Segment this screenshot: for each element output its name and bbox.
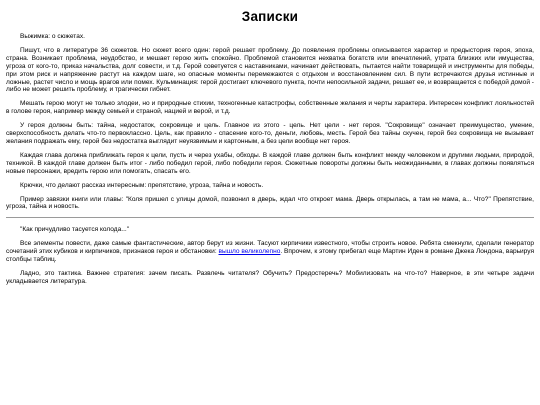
subtitle-paragraph: Выжимка: о сюжетах. [20, 33, 85, 40]
paragraph-strategy: Ладно, это тактика. Важнее стратегия: зачем писать. Развлечь читателя? Обучить? Предостеречь? Мобилизовать на что-то? Наверное, в эти четыре задачи укладывается литература. [6, 269, 534, 285]
paragraph-elements [6, 240, 534, 264]
paragraph-hero-traits: У героя должны быть: тайна, недостаток, сокровище и цель. Главное из этого - цель. Нет цели - нет героя. "Сокровище" означает преимущество, умение, сверхспособность делать что-то первоклассно. Цель, как правило - спасение кого-то, деньги, любовь, месть. Герой без тайны скучен, герой без сокровища не вызывает желания подражать ему, герой без недостатка выглядит неуязвимым и картонным, а без цели вообще нет героя. [6, 122, 534, 145]
page-title: Записки [241, 9, 299, 24]
paragraph-elements-text-after: . Впрочем, к этому прибегал еще Мартин Иден в романе Джека Лондона, варьируя столбцы таблиц. [6, 248, 534, 264]
paragraph-obstacles: Мешать герою могут не только злодеи, но и природные стихии, техногенные катастрофы, собственные желания и черты характера. Интересен конфликт лояльностей в голове героя, например между семьей и страной, нацией и верой, и т.д. [6, 100, 534, 116]
quote-paragraph: "Как причудливо тасуется колода..." [20, 226, 130, 234]
generator-link[interactable]: вышло великолепно [218, 248, 281, 256]
section-divider [6, 217, 534, 218]
paragraph-plot: Пишут, что в литературе 36 сюжетов. Но сюжет всего один: герой решает проблему. До появления проблемы описывается характер и предыстория героя, эпоха, страна. Возникает проблема, неудобство, и мешает герою жить спокойно. Проблемой становится нехватка богатств или впечатлений, утрата близких или имущества, угроза от кого-то, приказ начальства, долг совести, и т.д. Герой советуется с наставниками, начинает действовать, пытается найти товарищей и инструменты для победы, при этом риск и напряжение растут на каждом шаге, но опасные моменты перемежаются с отдыхом и восстановлением сил. В пути встречаются друзья истинные и ложные, растет число и мощь врагов или помех. Кульминация: герой достигает ключевого пункта, почти непосильной задачи, решает ее, и возвращается с победой домой - либо не может решить проблему, и трагически гибнет. [6, 46, 534, 94]
paragraph-elements-text-before: Все элементы повести, даже самые фантастические, автор берут из жизни. Тасуют кирпичики известного, чтобы строить новое. Ребята смекнули, сделали генератор сочетаний этих кубиков и кирпичиков, признаков героя и обстановки: [6, 240, 534, 256]
paragraph-example: Пример завязки книги или главы: "Коля пришел с улицы домой, позвонил в дверь, ждал что откроет мама. Дверь открылась, а там не мама, а... Что?" Препятствие, угроза, тайна и новость. [6, 195, 534, 211]
paragraph-hooks: Крючки, что делают рассказ интересным: препятствие, угроза, тайна и новость. [20, 181, 264, 189]
paragraph-chapters: Каждая глава должна приближать героя к цели, пусть и через ухабы, обходы. В каждой главе должен быть конфликт между человеком и другими людьми, природой, техникой. В каждой главе должен быть итог - либо победил герой, либо победили героя. Сюжетные повороты должны быть неожиданными, в главах должны появляться новые персонажи, вредить герою или помогать, спасать его. [6, 151, 534, 175]
